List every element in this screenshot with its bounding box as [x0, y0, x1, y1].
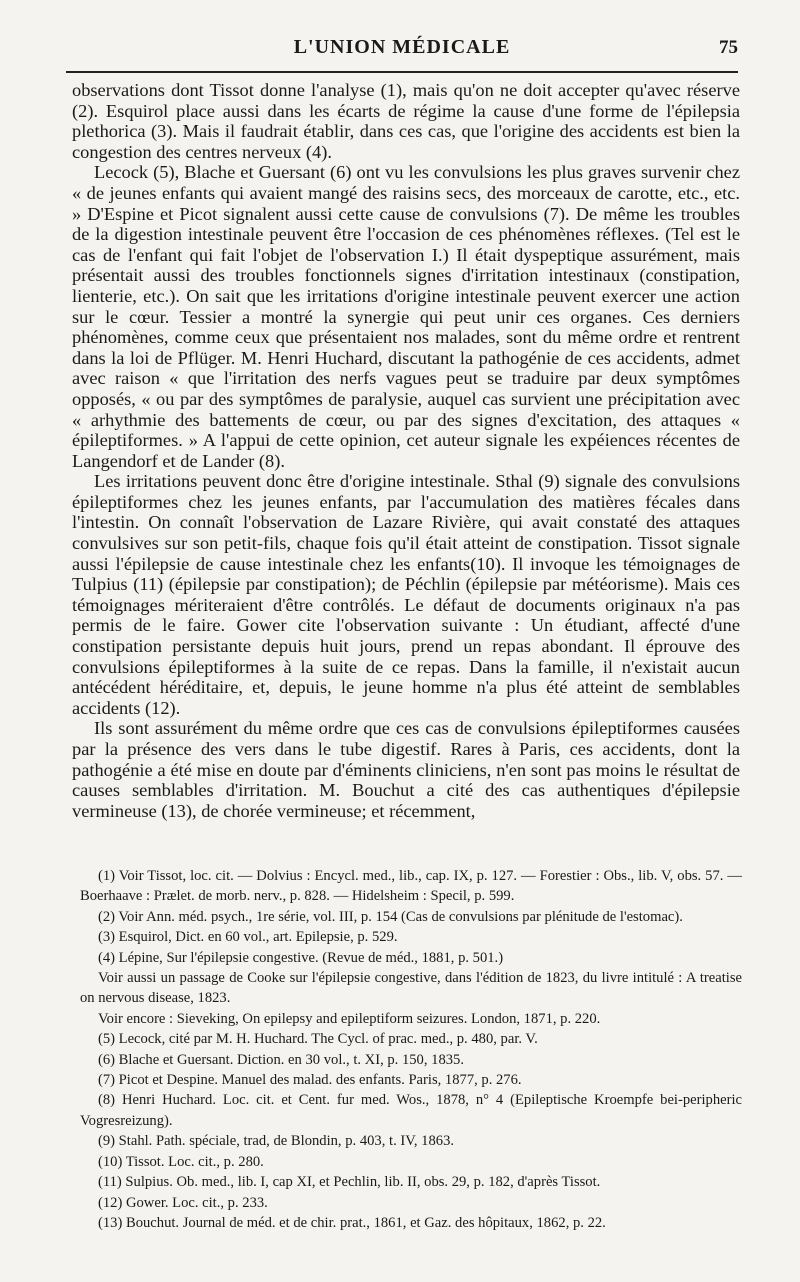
footnote-2: (2) Voir Ann. méd. psych., 1re série, vol. III, p. 154 (Cas de convulsions par plénitude de l'estomac). [98, 908, 683, 925]
footnote-12: (12) Gower. Loc. cit., p. 233. [98, 1194, 268, 1211]
footnotes [80, 866, 742, 1233]
page-header [66, 34, 738, 68]
footnote-5: (5) Lecock, cité par M. H. Huchard. The Cycl. of prac. med., p. 480, par. V. [98, 1031, 538, 1048]
footnote-1: (1) Voir Tissot, loc. cit. — Dolvius : Encycl. med., lib., cap. IX, p. 127. — Forestier : Obs., lib. V, obs. 57. — Boerhaave : Prælet. de morb. nerv., p. 828. — Hidelsheim : Specil, p. 599. [80, 868, 742, 905]
footnote-11: (11) Sulpius. Ob. med., lib. I, cap XI, et Pechlin, lib. II, obs. 29, p. 182, d'après Tissot. [98, 1174, 601, 1191]
footnote-13: (13) Bouchut. Journal de méd. et de chir. prat., 1861, et Gaz. des hôpitaux, 1862, p. 22. [98, 1214, 606, 1231]
footnote-6: (6) Blache et Guersant. Diction. en 30 vol., t. XI, p. 150, 1835. [98, 1051, 464, 1068]
page-number: 75 [719, 37, 738, 58]
footnote-4-continued: Voir aussi un passage de Cooke sur l'épilepsie congestive, dans l'édition de 1823, du livre intitulé : A treatise on nervous disease, 1823. [80, 970, 742, 1007]
main-text [72, 80, 740, 821]
footnote-4-see-also: Voir encore : Sieveking, On epilepsy and epileptiform seizures. London, 1871, p. 220. [98, 1010, 601, 1027]
paragraph-3: Les irritations peuvent donc être d'origine intestinale. Sthal (9) signale des convulsions épileptiformes chez les jeunes enfants, par l'accumulation des matières fécales dans l'intestin. On connaît l'observation de Lazare Rivière, qui avait constaté des attaques convulsives sur son petit-fils, chaque fois qu'il était atteint de constipation. Tissot signale aussi l'épilepsie de cause intestinale chez les enfants(10). Il invoque les témoignages de Tulpius (11) (épilepsie par constipation); de Péchlin (épilepsie par météorisme). Mais ces témoignages mériteraient d'être contrôlés. Le défaut de documents originaux n'a pas permis de le faire. Gower cite l'observation suivante : Un étudiant, affecté d'une constipation persistante depuis huit jours, prend un repas abondant. Il éprouve des convulsions épileptiformes à la suite de ce repas. Dans la famille, il n'existait aucun antécédent héréditaire, et, depuis, le jeune homme n'a plus été atteint de semblables accidents (12). [72, 471, 740, 718]
footnote-7: (7) Picot et Despine. Manuel des malad. des enfants. Paris, 1877, p. 276. [98, 1072, 522, 1089]
footnote-8: (8) Henri Huchard. Loc. cit. et Cent. fur med. Wos., 1878, n° 4 (Epileptische Kroempfe bei-peripheric Vogresreizung). [80, 1092, 742, 1129]
footnote-3: (3) Esquirol, Dict. en 60 vol., art. Epilepsie, p. 529. [98, 929, 398, 946]
footnote-9: (9) Stahl. Path. spéciale, trad, de Blondin, p. 403, t. IV, 1863. [98, 1133, 455, 1150]
paragraph-2: Lecock (5), Blache et Guersant (6) ont vu les convulsions les plus graves survenir chez « de jeunes enfants qui avaient mangé des raisins secs, des morceaux de carotte, etc., etc. » D'Espine et Picot signalent aussi cette cause de convulsions (7). De même les troubles de la digestion intestinale peuvent être l'occasion de ces phénomènes réflexes. (Tel est le cas de l'enfant qui fait l'objet de l'observation I.) Il était dyspeptique assurément, mais présentait aussi des troubles fonctionnels signes d'irritation intestinaux (constipation, lienterie, etc.). On sait que les irritations d'origine intestinale peuvent exercer une action sur le cœur. Tessier a montré la synergie qui peut unir ces organes. Ces derniers phénomènes, comme ceux que présentaient nos malades, sont du même ordre et rentrent dans la loi de Pflüger. M. Henri Huchard, discutant la pathogénie de ces accidents, admet avec raison « que l'irritation des nerfs vagues peut se traduire par deux symptômes opposés, « ou par des symptômes de paralysie, auquel cas survient une précipitation avec « arhythmie des battements de cœur, ou par des signes d'excitation, des attaques « épileptiformes. » A l'appui de cette opinion, cet auteur signale les expéiences récentes de Langendorf et de Lander (8). [72, 162, 740, 471]
footnote-10: (10) Tissot. Loc. cit., p. 280. [98, 1153, 264, 1170]
paragraph-1: observations dont Tissot donne l'analyse (1), mais qu'on ne doit accepter qu'avec réserve (2). Esquirol place aussi dans les écarts de régime la cause d'une forme de l'épilepsia plethorica (3). Mais il faudrait établir, dans ces cas, que l'origine des accidents est bien la congestion des centres nerveux (4). [72, 80, 740, 162]
footnote-4: (4) Lépine, Sur l'épilepsie congestive. (Revue de méd., 1881, p. 501.) [98, 949, 504, 966]
header-rule [66, 71, 738, 73]
running-title: L'UNION MÉDICALE [293, 36, 511, 58]
paragraph-4: Ils sont assurément du même ordre que ces cas de convulsions épileptiformes causées par la présence des vers dans le tube digestif. Rares à Paris, ces accidents, dont la pathogénie a été mise en doute par d'éminents cliniciens, n'en sont pas moins le résultat de causes semblables d'irritation. M. Bouchut a cité des cas authentiques d'épilepsie vermineuse (13), de chorée vermineuse; et récemment, [72, 718, 740, 821]
